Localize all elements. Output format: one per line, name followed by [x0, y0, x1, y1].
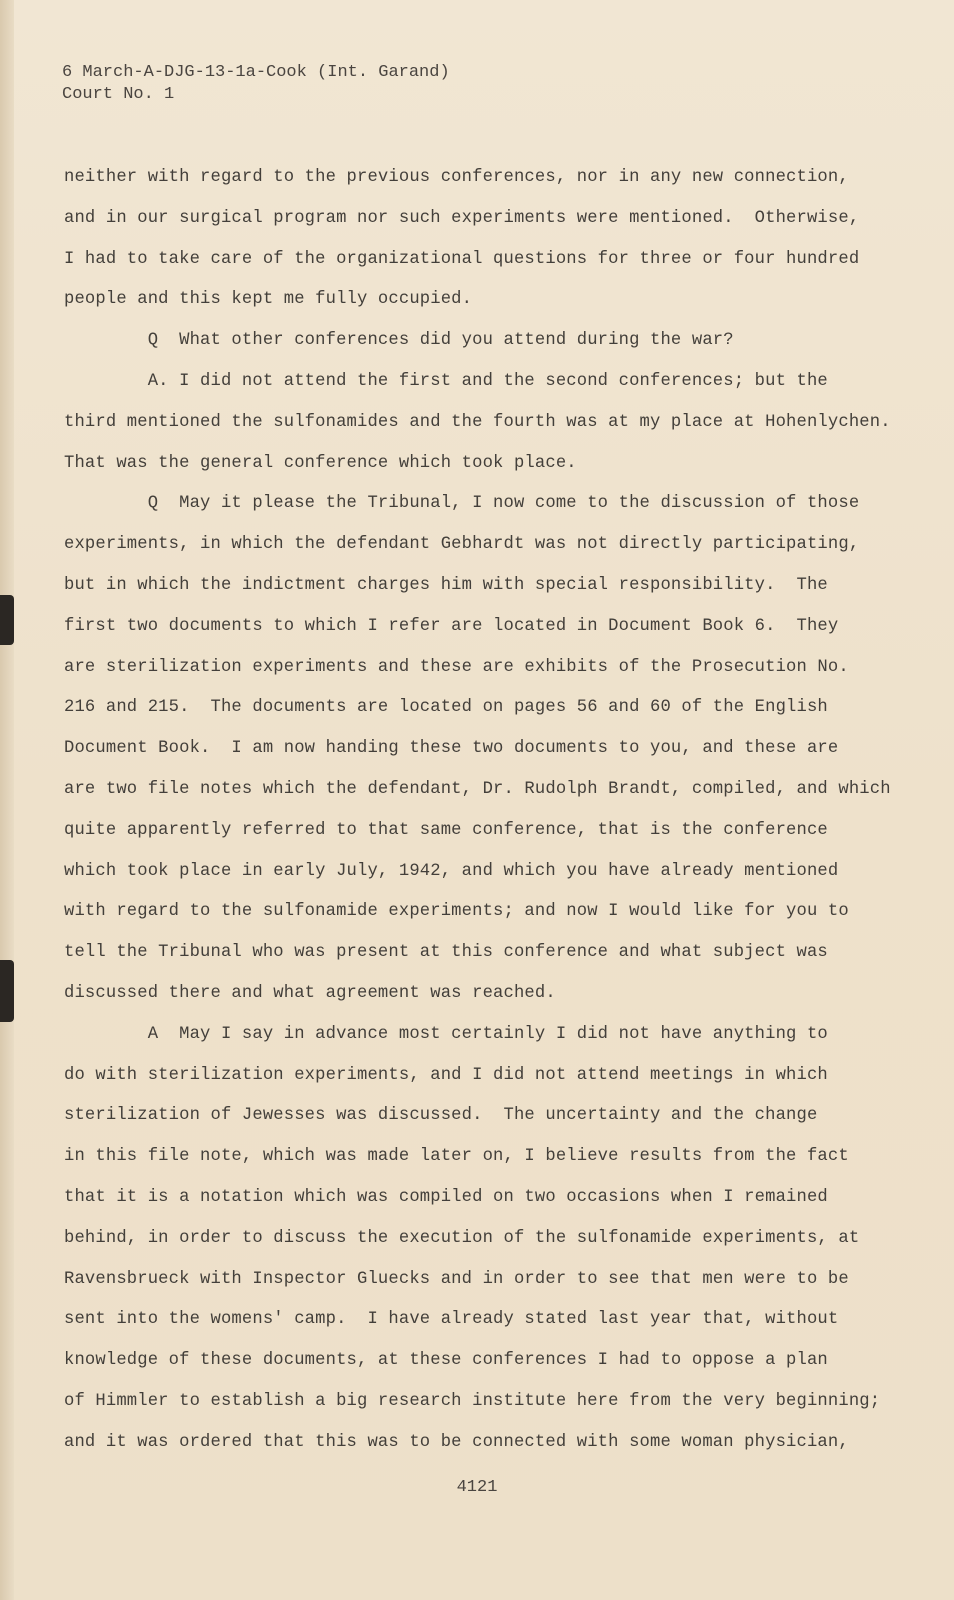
- text-line: quite apparently referred to that same conference, that is the conference: [64, 820, 828, 840]
- text-line: A May I say in advance most certainly I did not have anything to: [64, 1024, 828, 1044]
- text-line: but in which the indictment charges him with special responsibility. The: [64, 575, 828, 595]
- text-line: are two file notes which the defendant, Dr. Rudolph Brandt, compiled, and which: [64, 779, 891, 799]
- document-header: [62, 62, 450, 106]
- text-line: which took place in early July, 1942, and which you have already mentioned: [64, 861, 839, 881]
- text-line: Q What other conferences did you attend during the war?: [64, 331, 734, 351]
- header-court: Court No. 1: [62, 85, 175, 104]
- binding-mark: [0, 960, 14, 1022]
- text-line: third mentioned the sulfonamides and the fourth was at my place at Hohenlychen.: [64, 412, 891, 432]
- text-line: experiments, in which the defendant Gebhardt was not directly participating,: [64, 535, 860, 555]
- text-line: do with sterilization experiments, and I did not attend meetings in which: [64, 1065, 828, 1085]
- text-line: I had to take care of the organizational questions for three or four hundred: [64, 249, 860, 269]
- text-line: tell the Tribunal who was present at this conference and what subject was: [64, 943, 828, 963]
- text-line: 216 and 215. The documents are located on pages 56 and 60 of the English: [64, 698, 828, 718]
- text-line: discussed there and what agreement was reached.: [64, 983, 556, 1003]
- text-line: Document Book. I am now handing these two documents to you, and these are: [64, 739, 839, 759]
- transcript-body: [64, 158, 891, 1464]
- text-line: Q May it please the Tribunal, I now come to the discussion of those: [64, 494, 860, 514]
- text-line: and it was ordered that this was to be connected with some woman physician,: [64, 1432, 849, 1452]
- text-line: that it is a notation which was compiled on two occasions when I remained: [64, 1187, 828, 1207]
- text-line: A. I did not attend the first and the second conferences; but the: [64, 371, 828, 391]
- page-number: 4121: [456, 1478, 498, 1497]
- text-line: in this file note, which was made later on, I believe results from the fact: [64, 1147, 849, 1167]
- text-line: neither with regard to the previous conferences, nor in any new connection,: [64, 168, 849, 187]
- text-line: sent into the womens' camp. I have already stated last year that, without: [64, 1310, 839, 1330]
- text-line: with regard to the sulfonamide experiments; and now I would like for you to: [64, 902, 849, 922]
- text-line: are sterilization experiments and these are exhibits of the Prosecution No.: [64, 657, 849, 677]
- text-line: people and this kept me fully occupied.: [64, 290, 473, 310]
- text-line: sterilization of Jewesses was discussed. The uncertainty and the change: [64, 1106, 818, 1126]
- text-line: of Himmler to establish a big research institute here from the very beginning;: [64, 1391, 881, 1411]
- header-reference: 6 March-A-DJG-13-1a-Cook (Int. Garand): [62, 63, 450, 82]
- text-line: behind, in order to discuss the execution of the sulfonamide experiments, at: [64, 1228, 860, 1248]
- page-left-edge: [0, 0, 14, 1600]
- text-line: That was the general conference which took place.: [64, 453, 577, 473]
- text-line: and in our surgical program nor such experiments were mentioned. Otherwise,: [64, 208, 860, 228]
- text-line: knowledge of these documents, at these conferences I had to oppose a plan: [64, 1351, 828, 1371]
- text-line: first two documents to which I refer are located in Document Book 6. They: [64, 616, 839, 636]
- binding-mark: [0, 595, 14, 645]
- text-line: Ravensbrueck with Inspector Gluecks and in order to see that men were to be: [64, 1269, 849, 1289]
